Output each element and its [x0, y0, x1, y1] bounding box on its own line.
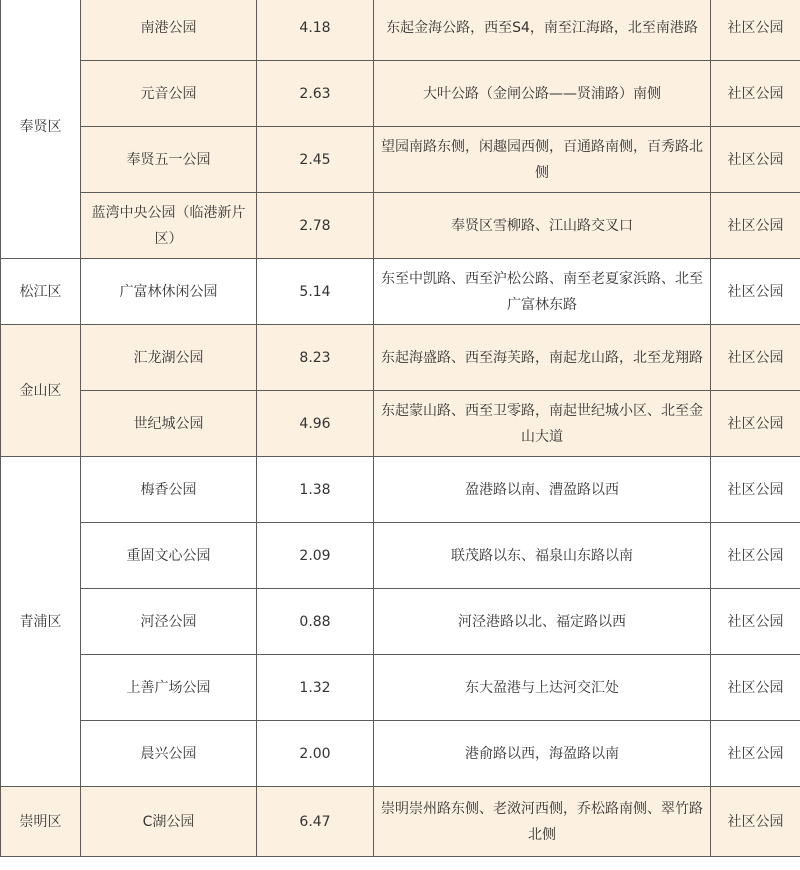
table-row	[1, 391, 800, 457]
location-cell: 奉贤区雪柳路、江山路交叉口	[374, 193, 711, 259]
location-cell: 东起金海公路，西至S4，南至江海路，北至南港路	[374, 0, 711, 61]
table-row	[1, 127, 800, 193]
table-row	[1, 721, 800, 787]
park-name-cell: 河泾公园	[81, 589, 257, 655]
table-row	[1, 523, 800, 589]
district-cell: 金山区	[1, 325, 81, 457]
table-row	[1, 61, 800, 127]
type-cell: 社区公园	[711, 391, 800, 457]
table-row	[1, 193, 800, 259]
type-cell: 社区公园	[711, 787, 800, 857]
location-cell: 盈港路以南、漕盈路以西	[374, 457, 711, 523]
location-cell: 东大盈港与上达河交汇处	[374, 655, 711, 721]
location-cell: 河泾港路以北、福定路以西	[374, 589, 711, 655]
park-name-cell: 上善广场公园	[81, 655, 257, 721]
park-name-cell: 世纪城公园	[81, 391, 257, 457]
type-cell: 社区公园	[711, 457, 800, 523]
district-cell: 松江区	[1, 259, 81, 325]
area-cell: 4.18	[257, 0, 374, 61]
type-cell: 社区公园	[711, 589, 800, 655]
park-name-cell: C湖公园	[81, 787, 257, 857]
location-cell: 联茂路以东、福泉山东路以南	[374, 523, 711, 589]
table-row	[1, 655, 800, 721]
area-cell: 2.63	[257, 61, 374, 127]
type-cell: 社区公园	[711, 523, 800, 589]
table-row	[1, 457, 800, 523]
park-name-cell: 梅香公园	[81, 457, 257, 523]
location-cell: 东起海盛路、西至海芙路，南起龙山路，北至龙翔路	[374, 325, 711, 391]
park-name-cell: 奉贤五一公园	[81, 127, 257, 193]
park-name-cell: 汇龙湖公园	[81, 325, 257, 391]
type-cell: 社区公园	[711, 325, 800, 391]
area-cell: 0.88	[257, 589, 374, 655]
area-cell: 2.00	[257, 721, 374, 787]
park-name-cell: 元音公园	[81, 61, 257, 127]
table-row	[1, 325, 800, 391]
table-row	[1, 787, 800, 857]
park-name-cell: 晨兴公园	[81, 721, 257, 787]
area-cell: 4.96	[257, 391, 374, 457]
table-row	[1, 0, 800, 61]
area-cell: 8.23	[257, 325, 374, 391]
type-cell: 社区公园	[711, 259, 800, 325]
area-cell: 1.38	[257, 457, 374, 523]
area-cell: 2.09	[257, 523, 374, 589]
area-cell: 5.14	[257, 259, 374, 325]
area-cell: 2.45	[257, 127, 374, 193]
district-cell: 崇明区	[1, 787, 81, 857]
area-cell: 1.32	[257, 655, 374, 721]
park-name-cell: 南港公园	[81, 0, 257, 61]
type-cell: 社区公园	[711, 721, 800, 787]
type-cell: 社区公园	[711, 61, 800, 127]
type-cell: 社区公园	[711, 127, 800, 193]
location-cell: 港俞路以西，海盈路以南	[374, 721, 711, 787]
type-cell: 社区公园	[711, 0, 800, 61]
type-cell: 社区公园	[711, 655, 800, 721]
park-name-cell: 蓝湾中央公园（临港新片区）	[81, 193, 257, 259]
table-row	[1, 259, 800, 325]
location-cell: 崇明崇州路东侧、老滧河西侧，乔松路南侧、翠竹路北侧	[374, 787, 711, 857]
table-row	[1, 589, 800, 655]
location-cell: 大叶公路（金闸公路——贤浦路）南侧	[374, 61, 711, 127]
location-cell: 东至中凯路、西至沪松公路、南至老夏家浜路、北至广富林东路	[374, 259, 711, 325]
area-cell: 2.78	[257, 193, 374, 259]
location-cell: 望园南路东侧，闲趣园西侧，百通路南侧，百秀路北侧	[374, 127, 711, 193]
location-cell: 东起蒙山路、西至卫零路，南起世纪城小区、北至金山大道	[374, 391, 711, 457]
type-cell: 社区公园	[711, 193, 800, 259]
area-cell: 6.47	[257, 787, 374, 857]
park-name-cell: 广富林休闲公园	[81, 259, 257, 325]
district-cell: 奉贤区	[1, 0, 81, 259]
park-name-cell: 重固文心公园	[81, 523, 257, 589]
district-cell: 青浦区	[1, 457, 81, 787]
